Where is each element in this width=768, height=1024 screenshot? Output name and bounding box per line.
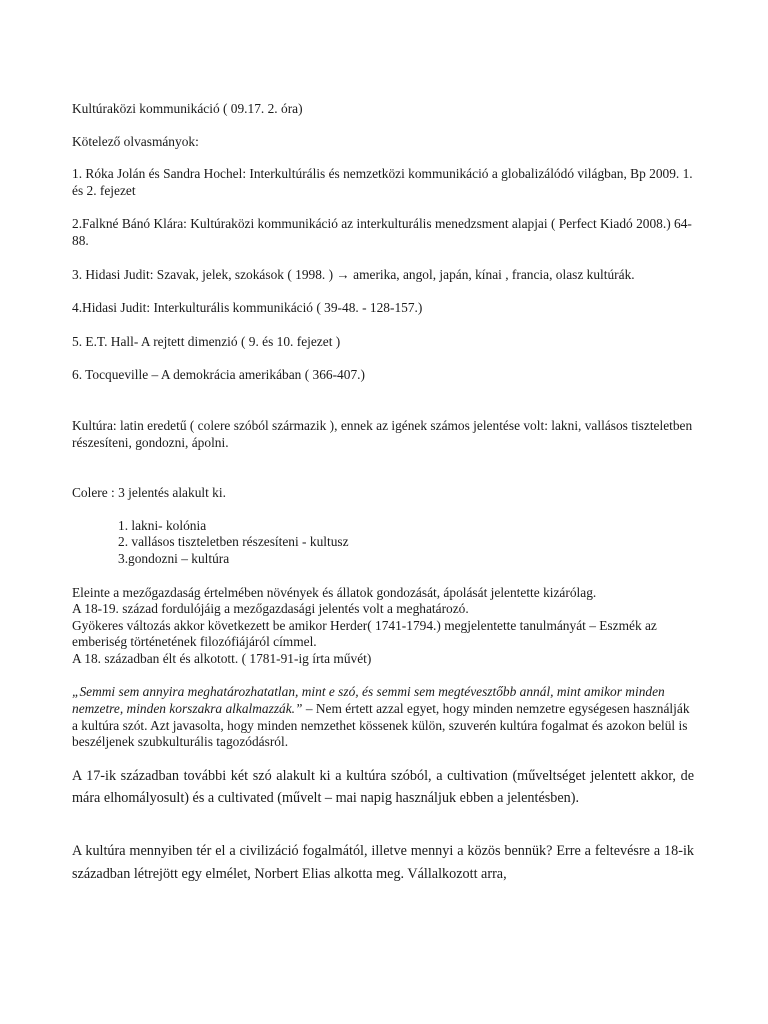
- civilization-paragraph: A kultúra mennyiben tér el a civilizáció fogalmától, illetve mennyi a közös bennük? Erre a feltevésre a 18-ik században létrejött egy elmélet, Norbert Elias alkotta meg. Vállalkozott arra,: [72, 843, 694, 882]
- reading-list-heading: Kötelező olvasmányok:: [72, 133, 199, 149]
- document-page: [72, 101, 694, 885]
- reading-item-6: 6. Tocqueville – A demokrácia amerikában ( 366-407.): [72, 367, 365, 383]
- herder-quote: „Semmi sem annyira meghatározhatatlan, mint e szó, és semmi sem megtévesztőbb annál, mint amikor minden nemzetre, minden korszakra alkalmazzák.”: [72, 684, 665, 717]
- list-item: 1. lakni- kolónia: [118, 517, 207, 533]
- history-line: A 18-19. század fordulójáig a mezőgazdasági jelentés volt a meghatározó.: [72, 601, 469, 617]
- list-item: 3.gondozni – kultúra: [118, 550, 230, 566]
- kultura-definition: Kultúra: latin eredetű ( colere szóból származik ), ennek az igének számos jelentése volt: lakni, vallásos tiszteletben részesíteni, gondozni, ápolni.: [72, 417, 693, 450]
- reading-item-5: 5. E.T. Hall- A rejtett dimenzió ( 9. és 10. fejezet ): [72, 333, 341, 349]
- reading-item-4: 4.Hidasi Judit: Interkulturális kommunikáció ( 39-48. - 128-157.): [72, 300, 423, 316]
- colere-meaning-list: [72, 518, 694, 568]
- history-block: [72, 585, 694, 668]
- history-line: A 18. században élt és alkotott. ( 1781-91-ig írta művét): [72, 650, 372, 666]
- list-item: 2. vallásos tiszteletben részesíteni - kultusz: [118, 534, 349, 550]
- document-title: Kultúraközi kommunikáció ( 09.17. 2. óra): [72, 101, 303, 116]
- colere-heading: Colere : 3 jelentés alakult ki.: [72, 485, 226, 501]
- history-line: Gyökeres változás akkor következett be amikor Herder( 1741-1794.) megjelentette tanulmányát – Eszmék az emberiség történetének filozófiájáról címmel.: [72, 617, 657, 650]
- herder-quote-paragraph: [72, 684, 694, 750]
- reading-item-1: 1. Róka Jolán és Sandra Hochel: Interkultúrális és nemzetközi kommunikáció a globalizálódó világban, Bp 2009. 1. és 2. fejezet: [72, 166, 693, 198]
- cultivation-paragraph: A 17-ik században további két szó alakult ki a kultúra szóból, a cultivation (műveltséget jelentett akkor, de mára elhomályosult) és a cultivated (művelt – mai napig használjuk ebben a jelentésben).: [72, 767, 694, 807]
- reading-item-2: 2.Falkné Bánó Klára: Kultúraközi kommunikáció az interkulturális menedzsment alapjai ( Perfect Kiadó 2008.) 64-88.: [72, 216, 692, 248]
- reading-item-3: 3. Hidasi Judit: Szavak, jelek, szokások ( 1998. ) → amerika, angol, japán, kínai , francia, olasz kultúrák.: [72, 266, 635, 282]
- history-line: Eleinte a mezőgazdaság értelmében növények és állatok gondozását, ápolását jelentette kizárólag.: [72, 584, 597, 600]
- herder-quote-commentary: – Nem értett azzal egyet, hogy minden nemzetre egységesen használják a kultúra szót. Azt javasolta, hogy minden nemzethet kössenek külön, szuverén kultúra fogalmat és azokon belül is beszéljenek szubkulturális tagozódásról.: [72, 701, 690, 750]
